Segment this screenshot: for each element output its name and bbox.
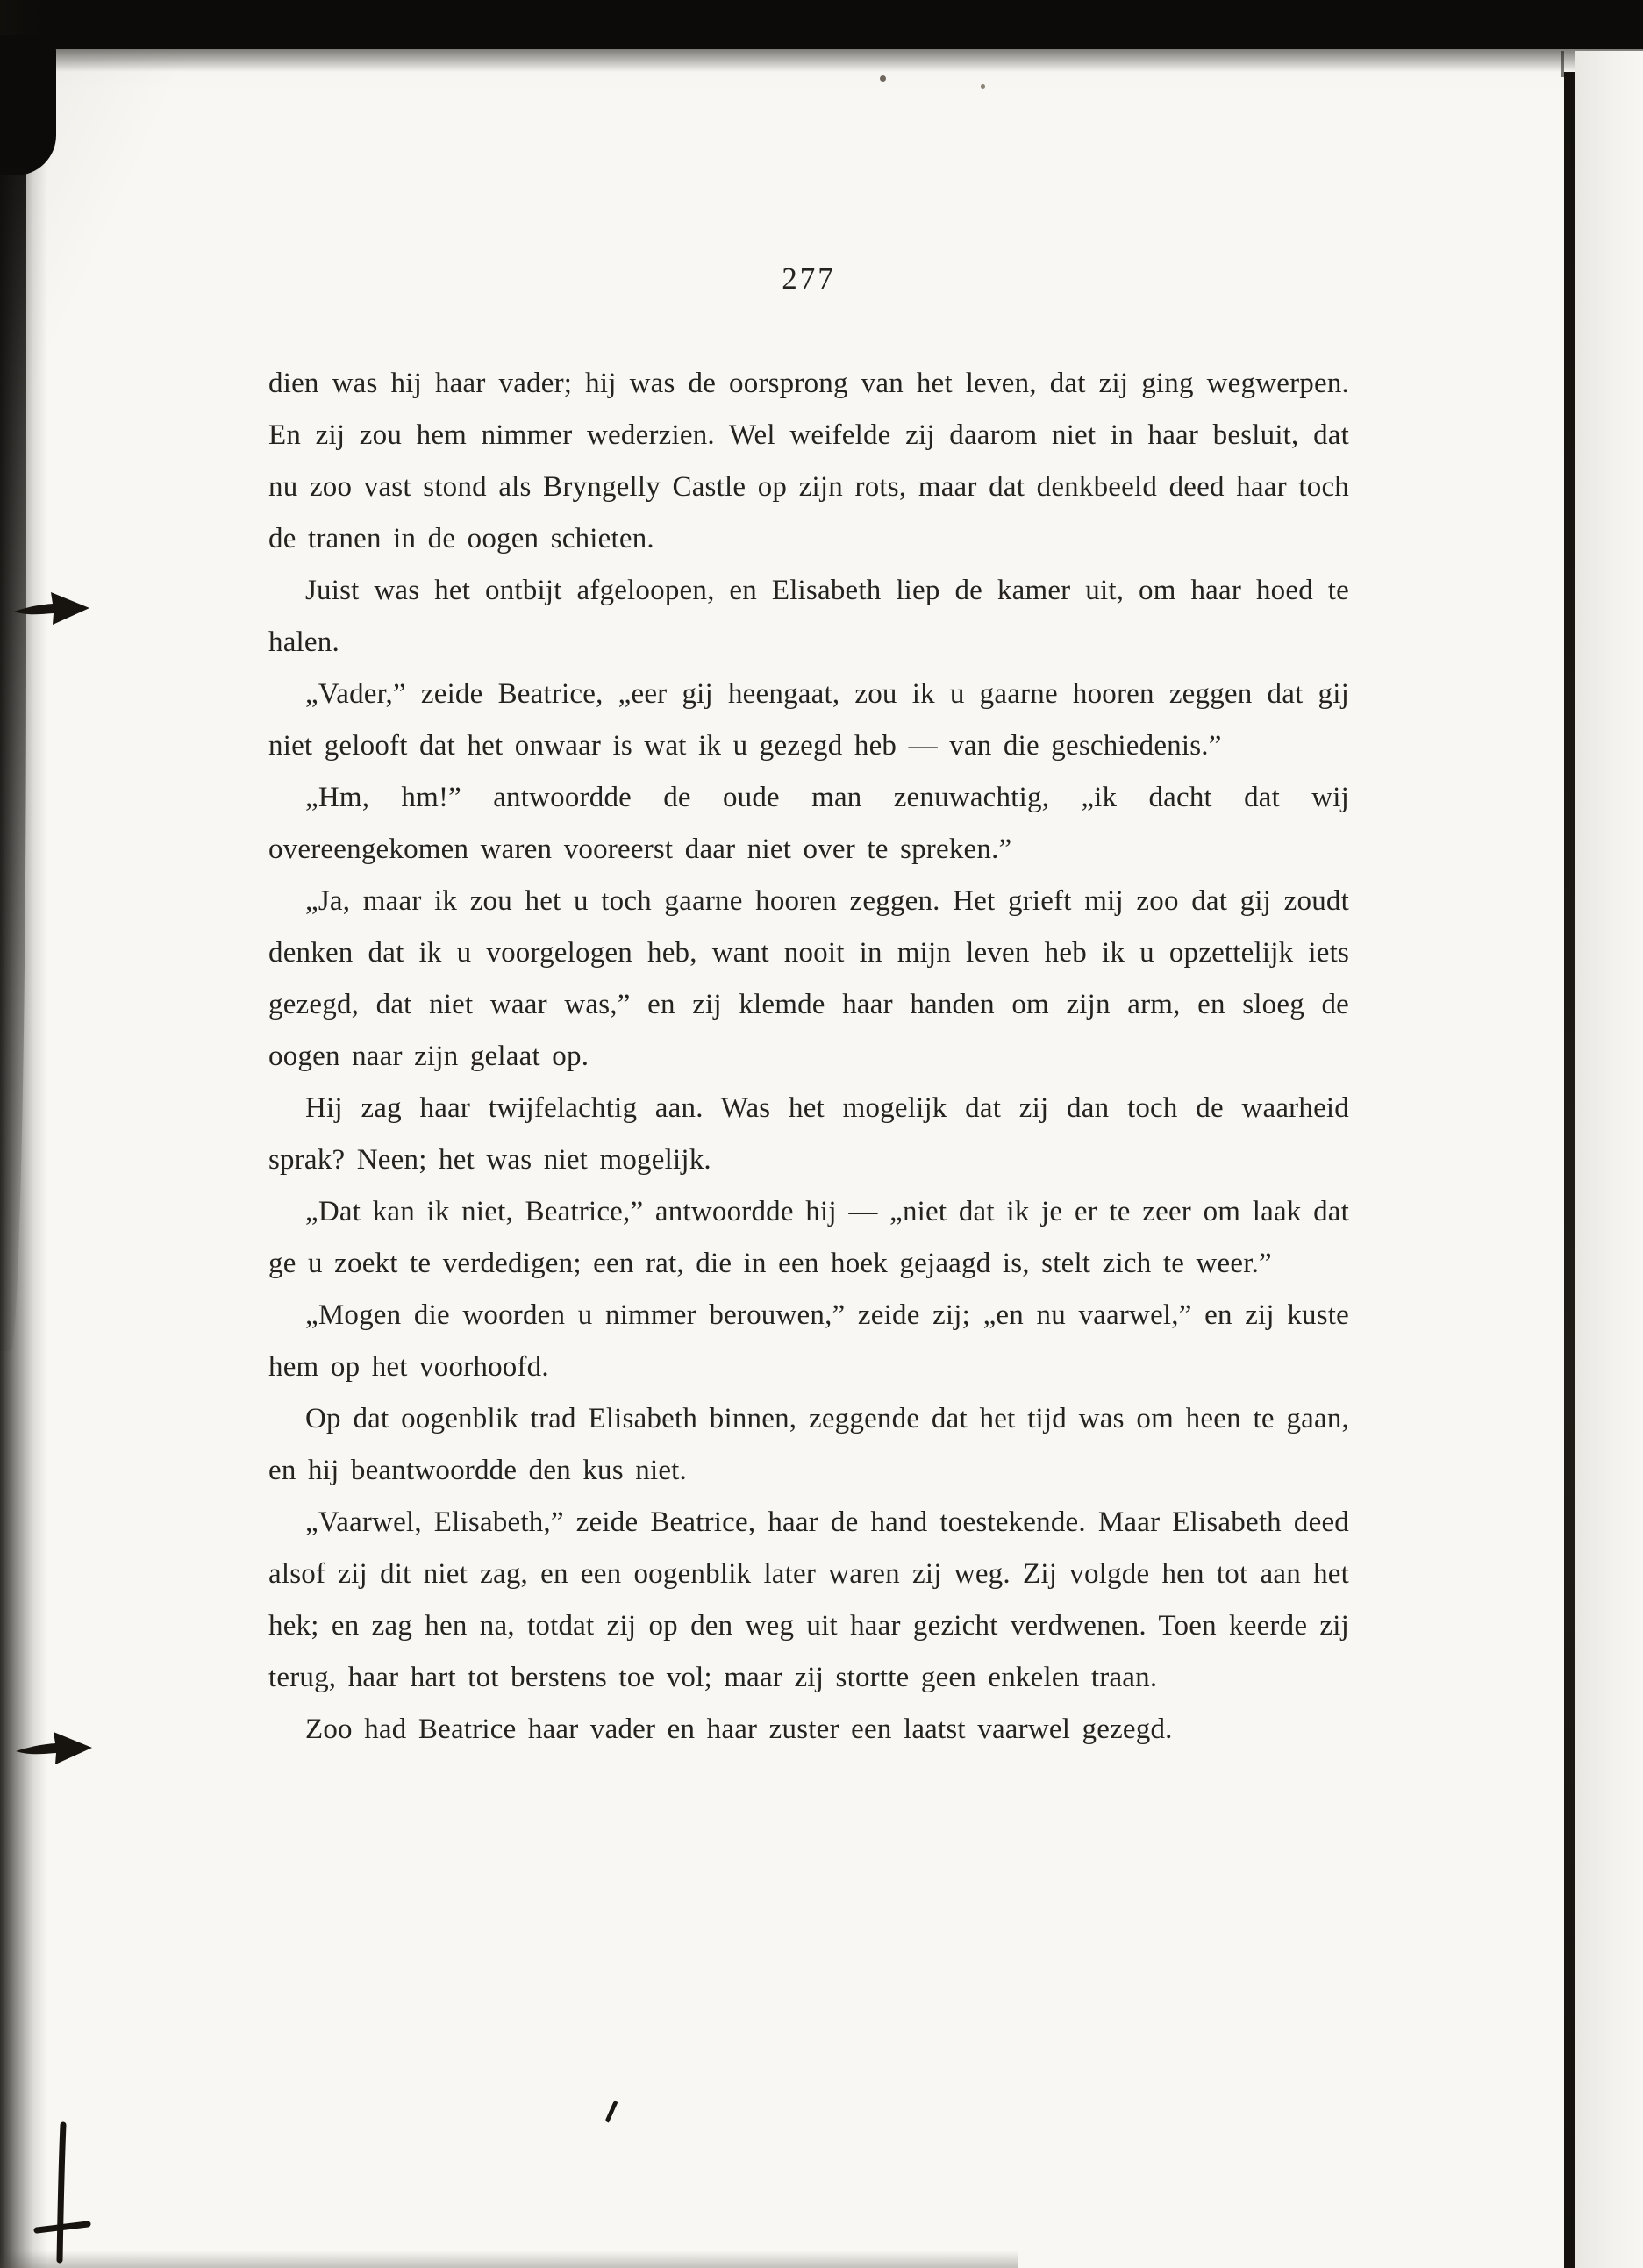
paragraph-2: Juist was het ontbijt afgeloopen, en Elisabeth liep de kamer uit, om haar hoed te halen. (268, 575, 1349, 658)
paragraph-7: „Dat kan ik niet, Beatrice,” antwoordde hij — „niet dat ik je er te zeer om laak dat ge u zoekt te verdedigen; een rat, die in een hoek gejaagd is, stelt zich te weer.” (268, 1196, 1349, 1279)
pen-arrow-mark (12, 584, 93, 633)
paragraph-5: „Ja, maar ik zou het u toch gaarne hooren zeggen. Het grieft mij zoo dat gij zoudt denken dat ik u voorgelogen heb, want nooit in mijn leven heb ik u opzettelijk iets gezegd, dat niet waar was,” en zij klemde haar handen om zijn arm, en sloeg de oogen naar zijn gelaat op. (268, 885, 1349, 1072)
scan-speck (880, 75, 886, 82)
pen-cross-mark (30, 2121, 95, 2265)
ink-speck (604, 2100, 626, 2127)
paragraph-6: Hij zag haar twijfelachtig aan. Was het mogelijk dat zij dan toch de waarheid sprak? Neen; het was niet mogelijk. (268, 1092, 1349, 1176)
scan-blob-top-left (0, 35, 56, 175)
paragraph-10: „Vaarwel, Elisabeth,” zeide Beatrice, haar de hand toestekende. Maar Elisabeth deed alsof zij dit niet zag, en een oogenblik later waren zij weg. Zij volgde hen tot aan het hek; en zag hen na, totdat zij op den weg uit haar gezicht verdwenen. Toen keerde zij terug, haar hart tot berstens toe vol; maar zij stortte geen enkelen traan. (268, 1506, 1349, 1693)
paragraph-8: „Mogen die woorden u nimmer berouwen,” zeide zij; „en nu vaarwel,” en zij kuste hem op het voorhoofd. (268, 1299, 1349, 1383)
page-number: 277 (782, 261, 836, 296)
paragraph-9: Op dat oogenblik trad Elisabeth binnen, zeggende dat het tijd was om heen te gaan, en hij beantwoordde den kus niet. (268, 1403, 1349, 1486)
scan-edge-top (0, 0, 1643, 49)
page-text (268, 358, 1349, 1756)
scan-edge-bottom (0, 2250, 1018, 2268)
paragraph-3: „Vader,” zeide Beatrice, „eer gij heengaat, zou ik u gaarne hooren zeggen dat gij niet gelooft dat het onwaar is wat ik u gezegd heb — van die geschiedenis.” (268, 678, 1349, 762)
paragraph-1: dien was hij haar vader; hij was de oorsprong van het leven, dat zij ging wegwerpen. En zij zou hem nimmer wederzien. Wel weifelde zij daarom niet in haar besluit, dat nu zoo vast stond als Bryngelly Castle op zijn rots, maar dat denkbeeld deed haar toch de tranen in de oogen schieten. (268, 368, 1349, 554)
scan-gutter-line-right (1564, 72, 1575, 2268)
scan-page-edge-right (1575, 51, 1643, 2268)
pen-arrow-mark (14, 1725, 95, 1774)
scan-speck (981, 84, 985, 89)
paragraph-4: „Hm, hm!” antwoordde de oude man zenuwachtig, „ik dacht dat wij overeengekomen waren vooreerst daar niet over te spreken.” (268, 782, 1349, 865)
paragraph-11: Zoo had Beatrice haar vader en haar zuster een laatst vaarwel gezegd. (305, 1714, 1173, 1745)
